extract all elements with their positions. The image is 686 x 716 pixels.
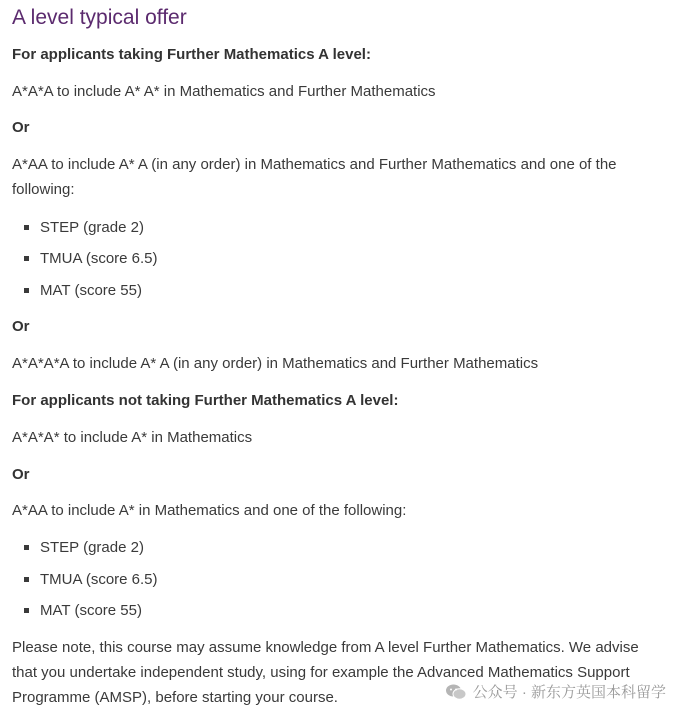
list-item: TMUA (score 6.5) [24,567,158,592]
list-item: MAT (score 55) [24,278,142,303]
further-heading: For applicants taking Further Mathematics A level: [12,46,371,63]
nonfurther-heading: For applicants not taking Further Mathematics A level: [12,392,399,409]
course-note: Please note, this course may assume knowledge from A level Further Mathematics. We advise that you undertake independent study, using for example the Advanced Mathematics Support Programme (AMSP), before starting your course. [12,639,639,706]
or-separator: Or [12,466,30,483]
page-title: A level typical offer [12,6,187,29]
nonfurther-option-2: A*AA to include A* in Mathematics and one of the following: [12,502,407,519]
watermark-text: 公众号 · 新东方英国本科留学 [472,684,666,701]
list-item: MAT (score 55) [24,598,142,623]
wechat-icon [445,683,467,701]
bullet-icon [24,545,29,550]
further-option-2: A*AA to include A* A (in any order) in Mathematics and Further Mathematics and one of the following: [12,156,617,198]
or-separator: Or [12,318,30,335]
bullet-icon [24,225,29,230]
bullet-icon [24,256,29,261]
further-option-3: A*A*A*A to include A* A (in any order) in Mathematics and Further Mathematics [12,355,539,372]
further-option-1: A*A*A to include A* A* in Mathematics and Further Mathematics [12,83,436,100]
nonfurther-option-1: A*A*A* to include A* in Mathematics [12,429,253,446]
list-item: STEP (grade 2) [24,215,144,240]
bullet-icon [24,577,29,582]
bullet-icon [24,608,29,613]
or-separator: Or [12,119,30,136]
list-item: STEP (grade 2) [24,535,144,560]
bullet-icon [24,288,29,293]
watermark [445,681,666,702]
list-item: TMUA (score 6.5) [24,246,158,271]
